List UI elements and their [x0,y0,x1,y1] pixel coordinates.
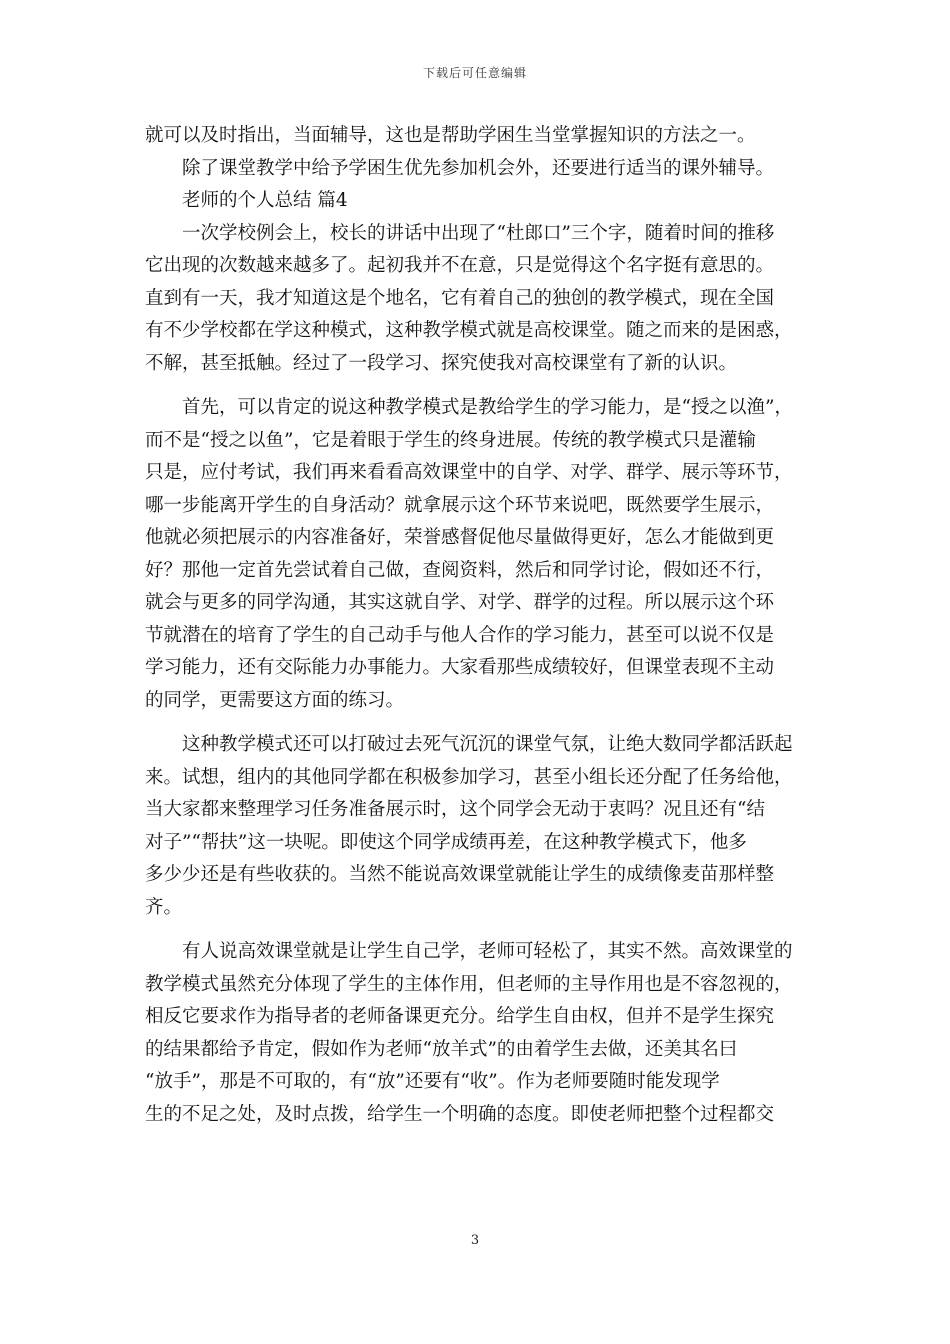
text-line: 就可以及时指出，当面辅导，这也是帮助学困生当堂掌握知识的方法之一。 [145,125,756,146]
text-line: 齐。 [145,896,183,918]
text-line: 生的不足之处，及时点拨，给学生一个明确的态度。即使老师把整个过程都交 [145,1103,775,1125]
text-line: 学习能力，还有交际能力办事能力。大家看那些成绩较好，但课堂表现不主动 [145,657,775,678]
text-line: “放手”，那是不可取的，有“放”还要有“收”。作为老师要随时能发现学 [145,1071,720,1092]
text-line: 不解，甚至抵触。经过了一段学习、探究使我对高校课堂有了新的认识。 [145,352,738,374]
text-line: 节就潜在的培育了学生的自己动手与他人合作的学习能力，甚至可以说不仅是 [145,624,775,646]
page-number: 3 [470,1233,480,1248]
text-line: 直到有一天，我才知道这是个地名，它有着自己的独创的教学模式，现在全国 [145,287,775,309]
body-text [145,120,810,1131]
text-line: 它出现的次数越来越多了。起初我并不在意，只是觉得这个名字挺有意思的。 [145,255,775,276]
section-heading: 老师的个人总结 篇4 [145,190,348,211]
text-line: 当大家都来整理学习任务准备展示时，这个同学会无动于衷吗？况且还有“结 [145,799,765,820]
text-line: 好？那他一定首先尝试着自己做，查阅资料，然后和同学讨论，假如还不行， [145,559,775,581]
text-line: 多少少还是有些收获的。当然不能说高效课堂就能让学生的成绩像麦苗那样整 [145,864,775,885]
text-line: 而不是“授之以鱼”，它是着眼于学生的终身进展。传统的教学模式只是灌输 [145,429,756,451]
text-line: 教学模式虽然充分体现了学生的主体作用，但老师的主导作用也是不容忽视的， [145,973,793,995]
text-line: 一次学校例会上，校长的讲话中出现了“杜郎口”三个字，随着时间的推移 [145,222,775,244]
page-header: 下载后可任意编辑 [422,66,527,80]
text-line: 有不少学校都在学这种模式，这种教学模式就是高校课堂。随之而来的是困惑， [145,320,793,341]
text-line: 的同学，更需要这方面的练习。 [145,689,405,711]
text-line: 有人说高效课堂就是让学生自己学，老师可轻松了，其实不然。高效课堂的 [145,941,793,962]
text-line: 的结果都给予肯定，假如作为老师“放羊式”的由着学生去做，还美其名曰 [145,1038,738,1060]
text-line: 来。试想，组内的其他同学都在积极参加学习，甚至小组长还分配了任务给他， [145,766,793,788]
text-line: 除了课堂教学中给予学困生优先参加机会外，还要进行适当的课外辅导。 [145,157,775,179]
text-line: 对子”“帮扶”这一块呢。即使这个同学成绩再差，在这种教学模式下，他多 [145,831,747,853]
text-line: 哪一步能离开学生的自身活动？就拿展示这个环节来说吧，既然要学生展示， [145,494,775,516]
text-line: 就会与更多的同学沟通，其实这就自学、对学、群学的过程。所以展示这个环 [145,592,775,613]
text-line: 他就必须把展示的内容准备好，荣誉感督促他尽量做得更好，怎么才能做到更 [145,527,775,548]
text-line: 相反它要求作为指导者的老师备课更充分。给学生自由权，但并不是学生探究 [145,1006,775,1027]
text-line: 这种教学模式还可以打破过去死气沉沉的课堂气氛，让绝大数同学都活跃起 [145,734,793,755]
text-line: 首先，可以肯定的说这种教学模式是教给学生的学习能力，是“授之以渔”， [145,397,793,418]
text-line: 只是，应付考试，我们再来看看高效课堂中的自学、对学、群学、展示等环节， [145,462,793,483]
